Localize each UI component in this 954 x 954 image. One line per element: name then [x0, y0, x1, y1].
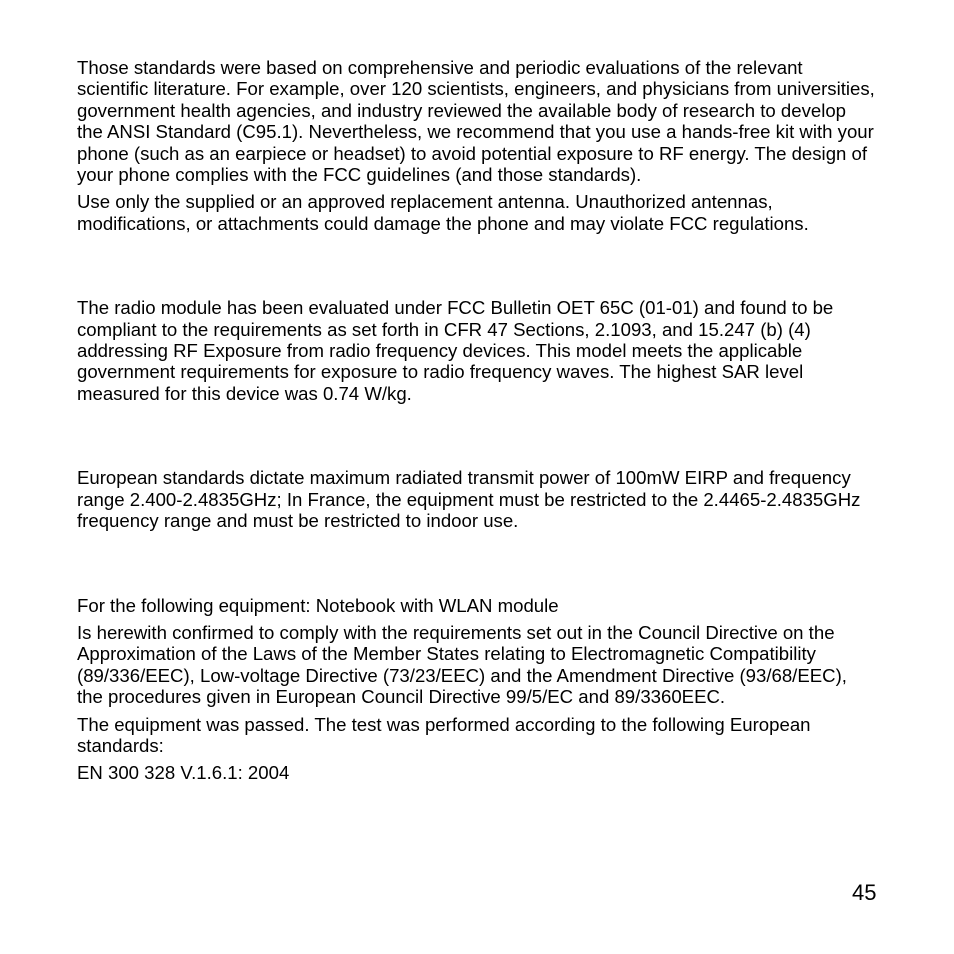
paragraph-council-directive: Is herewith confirmed to comply with the requirements set out in the Council Directive on the Approximation of the Laws of the Member States relating to Electromagnetic Compatibility (89/336/EEC), Low-voltage Directive (73/23/EEC) and the Amendment Directive (93/68/EEC), the procedures given in European Council Directive 99/5/EC and 89/3360EEC.	[77, 621, 847, 708]
paragraph-radio-module-sar: The radio module has been evaluated under FCC Bulletin OET 65C (01-01) and found to be compliant to the requirements as set forth in CFR 47 Sections, 2.1093, and 15.247 (b) (4) addressing RF Exposure from radio frequency devices. This model meets the applicable government requirements for exposure to radio frequency waves. The highest SAR level measured for this device was 0.74 W/kg.	[77, 297, 834, 404]
page-number: 45	[852, 880, 877, 905]
paragraph-test-passed: The equipment was passed. The test was performed according to the following European standards:	[77, 713, 811, 756]
paragraph-equipment: For the following equipment: Notebook with WLAN module	[77, 594, 559, 616]
paragraph-european-power: European standards dictate maximum radiated transmit power of 100mW EIRP and frequency range 2.400-2.4835GHz; In France, the equipment must be restricted to the 2.4465-2.4835GHz frequency range and must be restricted to indoor use.	[77, 467, 861, 532]
paragraph-antenna-warning: Use only the supplied or an approved replacement antenna. Unauthorized antennas, modifications, or attachments could damage the phone and may violate FCC regulations.	[77, 191, 809, 234]
paragraph-ansi-standards: Those standards were based on comprehensive and periodic evaluations of the relevant scientific literature. For example, over 120 scientists, engineers, and physicians from universities, government health agencies, and industry reviewed the available body of research to develop the ANSI Standard (C95.1). Nevertheless, we recommend that you use a hands-free kit with your phone (such as an earpiece or headset) to avoid potential exposure to RF energy. The design of your phone complies with the FCC guidelines (and those standards).	[77, 57, 875, 186]
paragraph-en-standard: EN 300 328 V.1.6.1: 2004	[77, 762, 290, 784]
document-body	[77, 57, 877, 784]
